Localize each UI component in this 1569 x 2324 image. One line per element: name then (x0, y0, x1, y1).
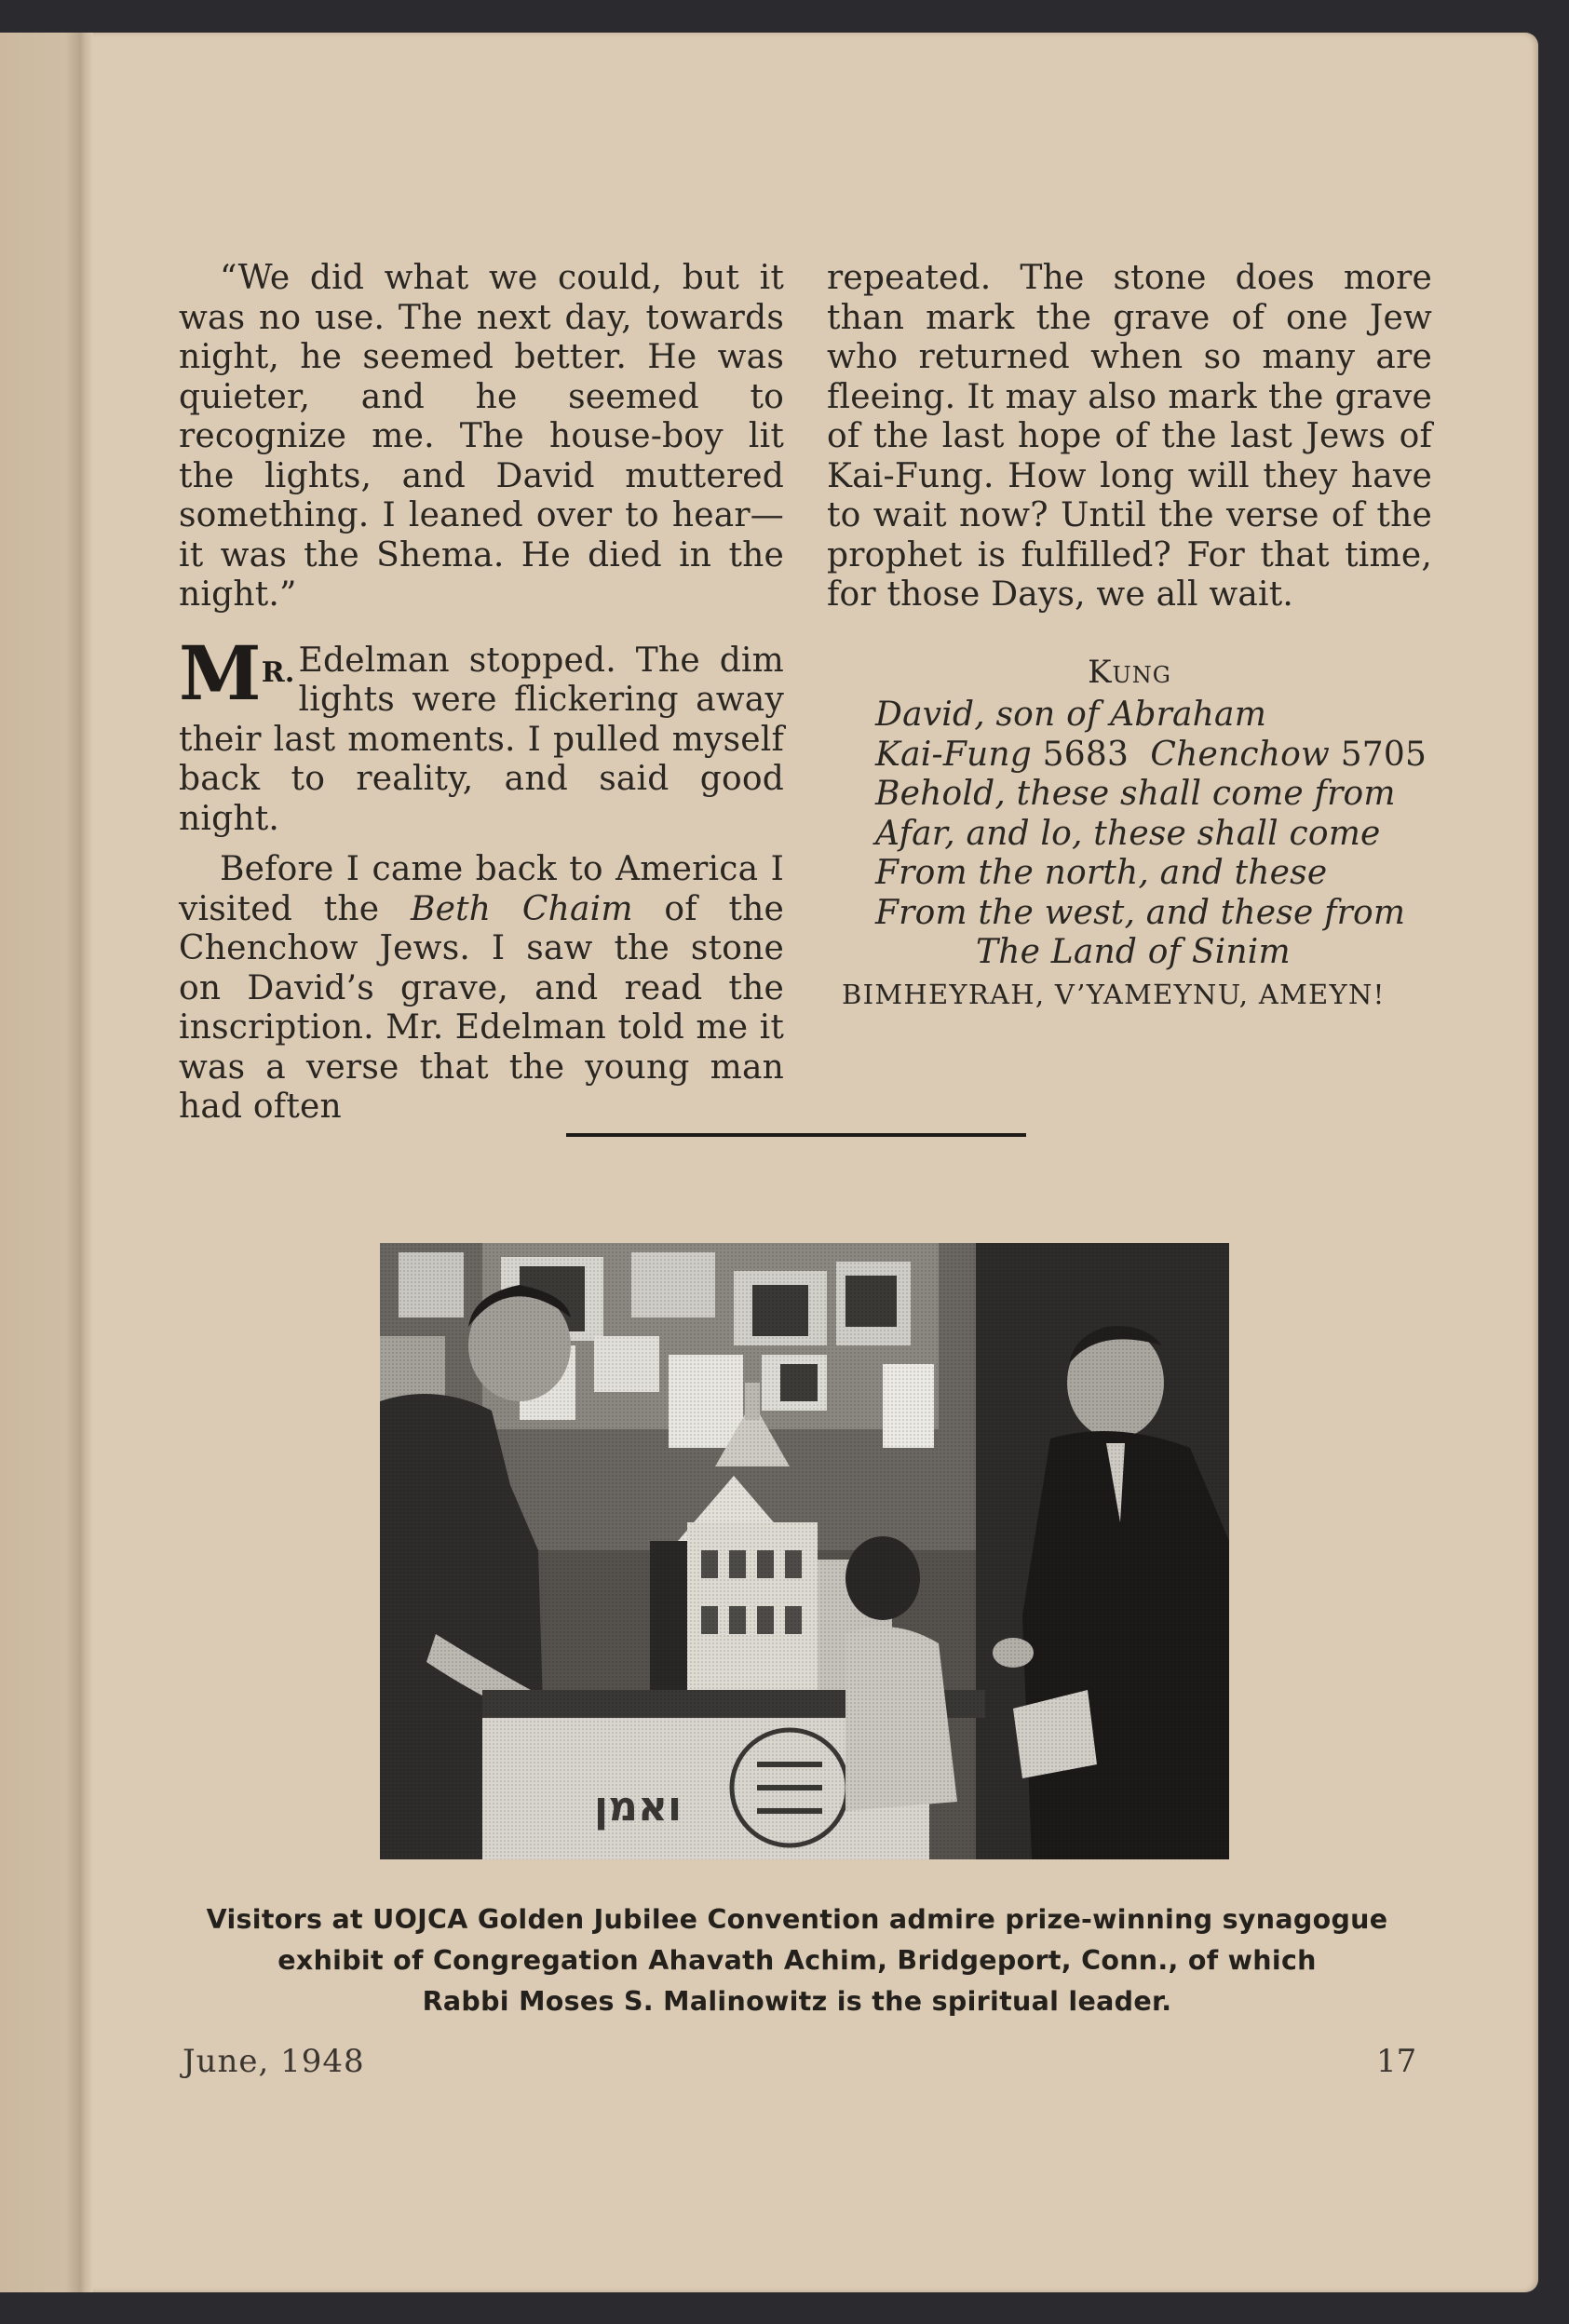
poem-line-3: Behold, these shall come from (875, 775, 1396, 813)
drop-cap: $M^{R.}$ (179, 628, 295, 717)
poem-line-1: David, son of Abraham (875, 696, 1267, 734)
issue-date: June, 1948 (183, 2043, 365, 2080)
poem-line-2: Kai-Fung 5683 Chenchow 5705 (875, 735, 1427, 774)
left-paragraph-2: $M^{R.}$ Edelman stopped. The dim lights were flickering away their last moments. I pulled myself back to reality, and said good night. (179, 628, 784, 838)
right-paragraph-1: repeated. The stone does more than mark the grave of one Jew who returned when so many are fleeing. It may also mark the grave of the last hope of the last Jews of Kai-Fung. How long will they have to wait now? Until the verse of the prophet is fulfilled? For that time, for those Days, we all wait. (827, 259, 1432, 614)
caption-line-1: Visitors at UOJCA Golden Jubilee Convention admire prize-winning synagogue (206, 1904, 1388, 1935)
poem-line-7: The Land of Sinim (976, 933, 1291, 971)
poem-line-5: From the north, and these (875, 854, 1328, 892)
caption-line-3: Rabbi Moses S. Malinowitz is the spiritual leader. (422, 1986, 1172, 2017)
exhibit-photo-illustration (380, 1243, 1229, 1859)
page-number: 17 (1376, 2043, 1417, 2080)
right-column (827, 259, 1432, 1014)
poem-author: Kung (1088, 653, 1171, 691)
exhibit-photo (380, 1243, 1229, 1859)
poem-line-4: Afar, and lo, these shall come (875, 814, 1381, 853)
caption-line-2: exhibit of Congregation Ahavath Achim, Bridgeport, Conn., of which (277, 1945, 1317, 1976)
section-divider (566, 1133, 1026, 1137)
epitaph-poem (827, 653, 1432, 1015)
poem-line-6: From the west, and these from (875, 893, 1406, 932)
left-paragraph-3: Before I came back to America I visited the Beth Chaim of the Chenchow Jews. I saw the stone on David’s grave, and read the inscription. Mr. Edelman told me it was a verse that the young man had often (179, 850, 785, 1126)
page-binding (0, 33, 93, 2292)
photo-caption (164, 1899, 1430, 2022)
left-paragraph-1: “We did what we could, but it was no use. The next day, towards night, he seemed better. He was quieter, and he seemed to recognize me. The house-boy lit the lights, and David muttered something. I leaned over to hear—it was the Shema. He died in the night.” (179, 259, 784, 614)
left-column (179, 259, 784, 1128)
poem-closing: BIMHEYRAH, V’YAMEYNU, AMEYN! (842, 978, 1386, 1010)
